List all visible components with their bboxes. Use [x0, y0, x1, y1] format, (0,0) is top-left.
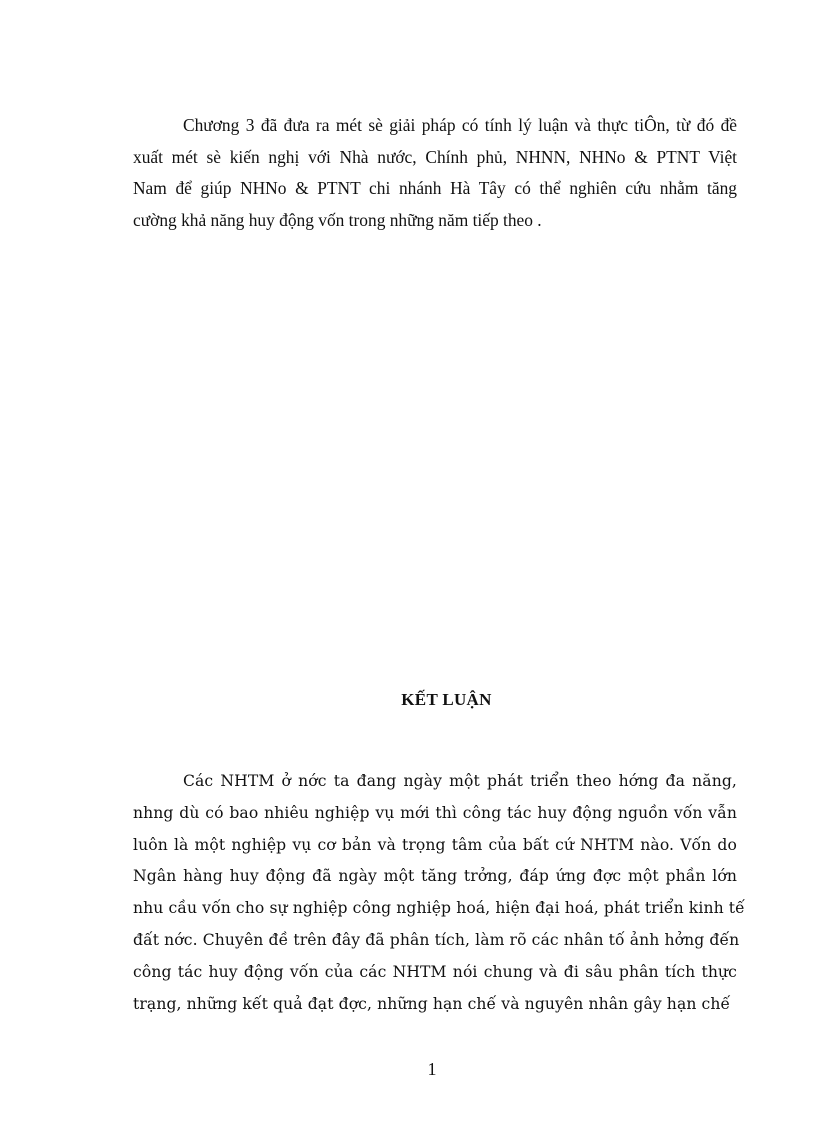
- intro-line: Chương 3 đã đưa ra mét sè giải pháp có tính lý luận và thực tiÔn, từ đó đề: [183, 115, 737, 135]
- intro-paragraph: [133, 110, 737, 236]
- page-number: 1: [427, 1059, 437, 1079]
- conclusion-line: trạng, những kết quả đạt đợc, những hạn chế và nguyên nhân gây hạn chế: [133, 994, 731, 1013]
- conclusion-line: nhu cầu vốn cho sự nghiệp công nghiệp hoá, hiện đại hoá, phát triển kinh tế: [133, 899, 745, 918]
- intro-line: cường khả năng huy động vốn trong những năm tiếp theo .: [133, 209, 542, 230]
- conclusion-line: luôn là một nghiệp vụ cơ bản và trọng tâm của bất cứ NHTM nào. Vốn do: [133, 835, 737, 854]
- conclusion-line: đất nớc. Chuyên đề trên đây đã phân tích, làm rõ các nhân tố ảnh hởng đến: [133, 930, 740, 949]
- intro-line: Nam để giúp NHNo & PTNT chi nhánh Hà Tây có thể nghiên cứu nhằm tăng: [133, 178, 737, 198]
- conclusion-paragraph: [133, 766, 745, 1020]
- intro-line: xuất mét sè kiến nghị với Nhà nước, Chính phủ, NHNN, NHNo & PTNT Việt: [133, 146, 737, 167]
- conclusion-line: công tác huy động vốn của các NHTM nói chung và đi sâu phân tích thực: [133, 962, 737, 981]
- conclusion-line: nhng dù có bao nhiêu nghiệp vụ mới thì công tác huy động nguồn vốn vẫn: [133, 803, 737, 822]
- conclusion-heading: KẾT LUẬN: [401, 690, 492, 709]
- conclusion-line: Các NHTM ở nớc ta đang ngày một phát triển theo hớng đa năng,: [183, 772, 737, 790]
- conclusion-line: Ngân hàng huy động đã ngày một tăng trởng, đáp ứng đợc một phần lớn: [133, 867, 737, 886]
